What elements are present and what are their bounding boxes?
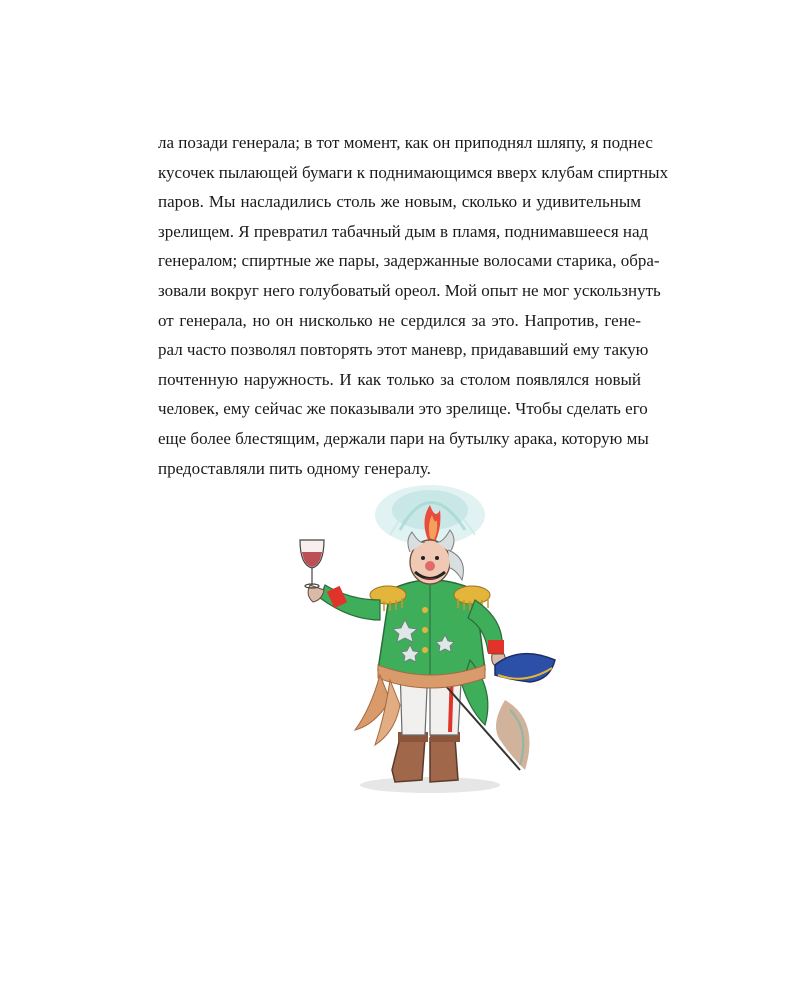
text-line: рал часто позволял повторять этот маневр, придававший ему такую xyxy=(158,340,649,360)
body-text xyxy=(158,128,669,483)
left-arm xyxy=(308,585,380,620)
text-line: паров. Мы насладились столь же новым, сколько и удивительным xyxy=(158,192,641,212)
text-line: ла позади генерала; в тот момент, как он приподнял шляпу, я поднес xyxy=(158,133,653,152)
text-line: зовали вокруг него голубоватый ореол. Мой опыт не мог ускользнуть xyxy=(158,280,661,300)
text-line: человек, ему сейчас же показывали это зрелище. Чтобы сделать его xyxy=(158,399,648,419)
text-line: предоставляли пить одному генералу. xyxy=(158,458,431,478)
text-line: от генерала, но он нисколько не сердился за это. Напротив, гене- xyxy=(158,310,641,330)
wine-glass-icon xyxy=(300,540,324,588)
text-line: еще более блестящим, держали пари на бутылку арака, которую мы xyxy=(158,428,649,448)
boots xyxy=(392,732,460,782)
text-line: зрелищем. Я превратил табачный дым в пламя, поднимавшееся над xyxy=(158,221,649,241)
text-line: генералом; спиртные же пары, задержанные волосами старика, обра- xyxy=(158,251,660,271)
text-line: кусочек пылающей бумаги к поднимающимся вверх клубам спиртных xyxy=(158,162,669,182)
text-line: почтенную наружность. И как только за столом появлялся новый xyxy=(158,369,641,389)
general-illustration xyxy=(280,470,570,800)
plume xyxy=(496,700,530,770)
